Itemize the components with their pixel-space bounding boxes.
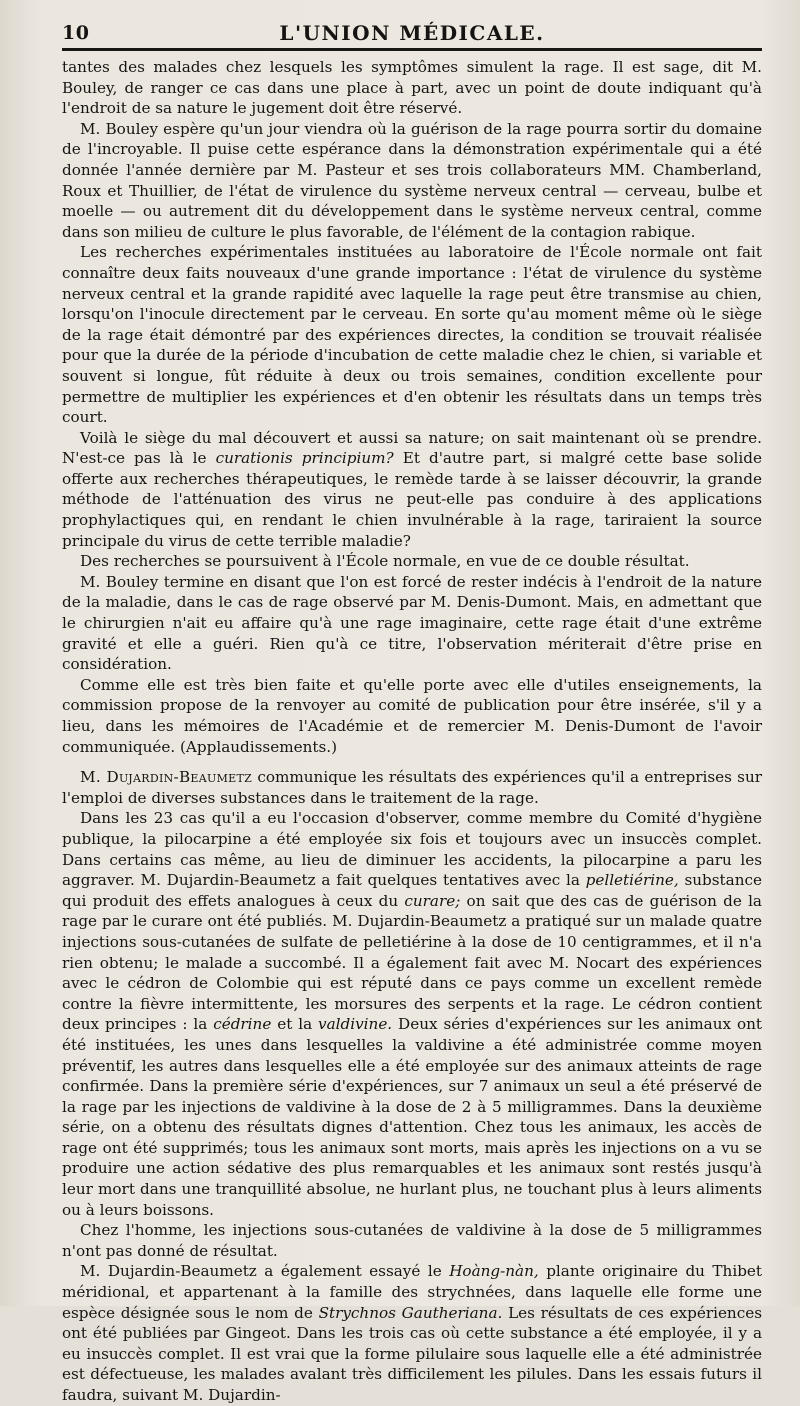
paragraph-text: Et d'autre part, si malgré cette base solide offerte aux recherches thérapeutiques, le remède tarde à se laisser découvrir, la grande méthode de l'atténuation des virus ne peut-elle pas conduire à des applications prophylactiques qui, en rendant le chien invulnérable à la rage, tariraient la source principale du virus de cette terrible maladie? — [62, 449, 762, 550]
paragraph: M. Bouley espère qu'un jour viendra où la guérison de la rage pourra sortir du domaine de l'incroyable. Il puise cette espérance dans la démonstration expérimentale qui a été donnée l'année dernière par M. Pasteur et ses trois collaborateurs MM. Chamberland, Roux et Thuillier, de l'état de virulence du système nerveux central — cerveau, bulbe et moelle — ou autrement dit du développement dans le système nerveux central, comme dans son milieu de culture le plus favorable, de l'élément de la contagion rabique. — [62, 119, 762, 241]
section-gap — [62, 757, 762, 767]
italic-term: pelletiérine, — [585, 871, 679, 890]
paragraph-text: Deux séries d'expériences sur les animaux ont été instituées, les unes dans lesquelles la valdivine a été administrée comme moyen préventif, les autres dans lesquelles elle a été employée sur des animaux atteints de rage confirmée. Dans la première série d'expériences, sur 7 animaux un seul a été préservé de la rage par les injections de valdivine à la dose de 2 à 5 milligrammes. Dans la deuxième série, on a obtenu des résultats dignes d'attention. Chez tous les animaux, les accès de rage ont été supprimés; tous les animaux sont morts, mais après les injections on a vu se produire une action sédative des plus remarquables et les animaux sont restés jusqu'à leur mort dans une tranquillité absolue, ne hurlant plus, ne touchant plus à leurs aliments ou à leurs boissons. — [62, 1015, 762, 1219]
article-body — [62, 57, 762, 1406]
page-number: 10 — [62, 22, 90, 44]
paragraph-text: Les résultats de ces expériences ont été publiées par Gingeot. Dans les trois cas où cette substance a été employée, il y a eu insuccès complet. Il est vrai que la forme pilulaire sous laquelle elle a été administrée est défectueuse, les malades avalant très difficilement les pilules. Dans les essais futurs il faudra, suivant M. Dujardin- — [62, 1303, 763, 1404]
italic-term: cédrine — [213, 1015, 272, 1034]
paragraph — [62, 428, 762, 552]
paragraph: M. Bouley termine en disant que l'on est forcé de rester indécis à l'endroit de la nature de la maladie, dans le cas de rage observé par M. Denis-Dumont. Mais, en admettant que le chirurgien n'ait eu affaire qu'à une rage imaginaire, cette rage était d'une extrême gravité et elle a guéri. Rien qu'à ce titre, l'observation mériterait d'être prise en considération. — [62, 572, 762, 674]
italic-term: curare; — [404, 891, 461, 910]
italic-term: valdivine. — [318, 1015, 393, 1034]
paragraph: tantes des malades chez lesquels les symptômes simulent la rage. Il est sage, dit M. Bouley, de ranger ce cas dans une place à part, avec un point de doute indiquant qu'à l'endroit de sa nature le jugement doit être réservé. — [62, 58, 762, 118]
speaker-name: M. Dujardin-Beaumetz — [80, 768, 253, 787]
paragraph-text: Voilà le siège du mal découvert et aussi sa nature; on sait maintenant où se prendre. N'est-ce pas là le — [62, 428, 762, 468]
italic-term: Hoàng-nàn, — [449, 1262, 539, 1281]
paragraph — [62, 767, 762, 808]
journal-title: L'UNION MÉDICALE. — [279, 21, 545, 45]
latin-phrase: curationis principium? — [215, 449, 394, 468]
paragraph-text: Dans les 23 cas qu'il a eu l'occasion d'observer, comme membre du Comité d'hygiène publique, la pilocarpine a été employée six fois et toujours avec un insuccès complet. Dans certains cas même, au lieu de diminuer les accidents, la pilocarpine a paru les aggraver. M. Dujardin-Beaumetz a fait quelques tentatives avec la — [62, 809, 762, 890]
header-rule — [62, 48, 762, 51]
paragraph: Comme elle est très bien faite et qu'elle porte avec elle d'utiles enseignements, la commission propose de la renvoyer au comité de publication pour être insérée, s'il y a lieu, dans les mémoires de l'Académie et de remercier M. Denis-Dumont de l'avoir communiquée. (Applaudissements.) — [62, 675, 762, 756]
paragraph-text: plante originaire du Thibet méridional, et appartenant à la famille des strychnées, dans laquelle elle forme une espèce désignée sous le nom de — [62, 1262, 763, 1322]
running-head — [62, 14, 762, 48]
italic-term: Strychnos Gautheriana. — [318, 1303, 503, 1322]
paragraph: Chez l'homme, les injections sous-cutanées de valdivine à la dose de 5 milligrammes n'ont pas donné de résultat. — [62, 1221, 762, 1260]
paragraph-text: M. Dujardin-Beaumetz a également essayé le — [80, 1262, 450, 1281]
paragraph: Les recherches expérimentales instituées au laboratoire de l'École normale ont fait connaître deux faits nouveaux d'une grande importance : l'état de virulence du système nerveux central et la grande rapidité avec laquelle la rage peut être transmise au chien, lorsqu'on l'inocule directement par le cerveau. En sorte qu'au moment même où le siège de la rage était démontré par des expériences directes, la condition se trouvait réalisée pour que la durée de la période d'incubation de cette maladie chez le chien, si variable et souvent si longue, fût réduite à deux ou trois semaines, condition excellente pour permettre de multiplier les expériences et d'en obtenir les résultats dans un temps très court. — [62, 243, 762, 427]
paragraph-text: communique les résultats des expériences qu'il a entreprises sur l'emploi de diverses substances dans le traitement de la rage. — [62, 768, 763, 807]
paragraph-text: on sait que des cas de guérison de la rage par le curare ont été publiés. M. Dujardin-Beaumetz a pratiqué sur un malade quatre injections sous-cutanées de sulfate de pelletiérine à la dose de 10 centigrammes, et il n'a rien obtenu; le malade a succombé. Il a également fait avec M. Nocart des expériences avec le cédron de Colombie qui est réputé dans ce pays comme un excellent remède contre la fièvre intermittente, les morsures des serpents et la rage. Le cédron contient deux principes : la — [62, 891, 762, 1034]
paragraph — [62, 808, 762, 1220]
paragraph-text: et la — [271, 1015, 319, 1034]
paragraph — [62, 1261, 762, 1405]
paragraph-text: substance qui produit des effets analogues à ceux du — [62, 871, 762, 910]
paragraph: Des recherches se poursuivent à l'École normale, en vue de ce double résultat. — [80, 552, 690, 571]
